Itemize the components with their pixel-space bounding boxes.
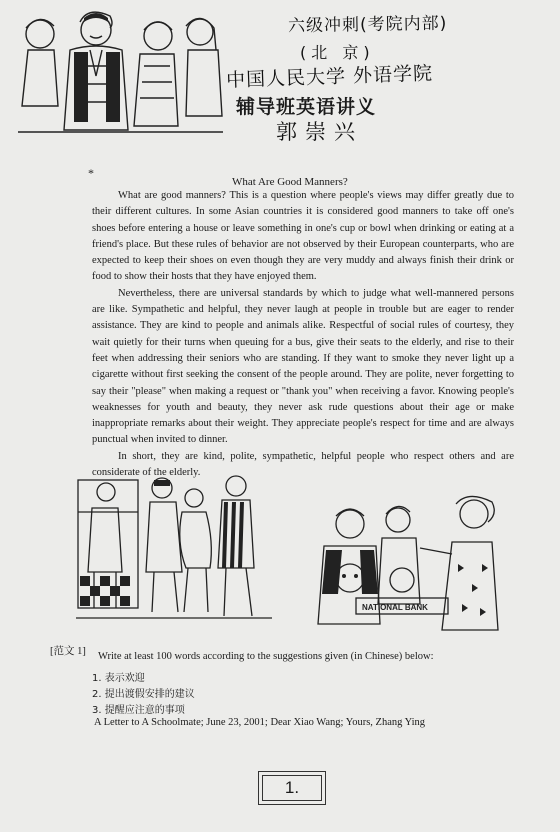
printed-document-title: 辅导班英语讲义 bbox=[236, 96, 377, 118]
suggestion-item: 1. 表示欢迎 bbox=[92, 673, 145, 684]
handwritten-city: (北 京) bbox=[300, 43, 375, 62]
handwritten-author-name: 郭崇兴 bbox=[276, 120, 363, 144]
queue-smoking-illustration bbox=[76, 472, 272, 622]
section-marker: * bbox=[88, 166, 94, 180]
article-paragraph: In short, they are kind, polite, sympathetic, helpful people who respect others and are considerate of the elderly. bbox=[92, 450, 514, 479]
suggestion-item: 3. 提醒应注意的事项 bbox=[92, 705, 185, 716]
article-title: What Are Good Manners? bbox=[232, 176, 348, 188]
letter-details: A Letter to A Schoolmate; June 23, 2001; Dear Xiao Wang; Yours, Zhang Ying bbox=[94, 717, 426, 728]
handwritten-course-title: 六级冲刺(考院内部) bbox=[287, 13, 448, 37]
handwritten-institution: 中国人民大学 外语学院 bbox=[225, 62, 434, 92]
writing-instruction: Write at least 100 words according to the suggestions given (in Chinese) below: bbox=[98, 651, 434, 662]
bank-sign-text: NATIONAL BANK bbox=[362, 603, 428, 612]
header-crowd-illustration bbox=[18, 6, 223, 134]
article-paragraph: What are good manners? This is a question where people's views may differ greatly due to their different cultures. In some Asian countries it is considered good manners to take off one's shoes before entering a house or leave something in one's cup or bowl when drinking or eating at a friend's place. But these rules of behavior are not observed by their European counterparts, who are expected to keep their shoes on even though they are very muddy and always finish their drink or food to show their hosts that they have enjoyed them. bbox=[92, 190, 514, 283]
article-body bbox=[92, 188, 514, 481]
example-label: [范文 1] bbox=[50, 646, 86, 657]
page-number: 1. bbox=[284, 778, 300, 797]
suggestion-item: 2. 提出渡假安排的建议 bbox=[92, 689, 195, 700]
conversation-illustration bbox=[302, 494, 502, 634]
page-number-box bbox=[258, 771, 326, 805]
article-paragraph: Nevertheless, there are universal standards by which to judge what well-mannered persons are like. Sympathetic and helpful, they never laugh at people in trouble but are eager to render assistance. They are kind to people and animals alike. Respectful of social rules of courtesy, they wait quietly for their turns when queuing for a bus, give their seats to the elderly, and rise to their feet when addressing their seniors who are standing. If they want to smoke they never light up a cigarette without first seeking the consent of the people around. They are polite, never forgetting to say their "please" when making a request or "thank you" when receiving a favor. Knowing people's weaknesses for youth and beauty, they never ask rude questions about their age or make inappropriate remarks about their weight. They appreciate people's respect for time and are always punctual when invited to dinner. bbox=[92, 287, 514, 446]
